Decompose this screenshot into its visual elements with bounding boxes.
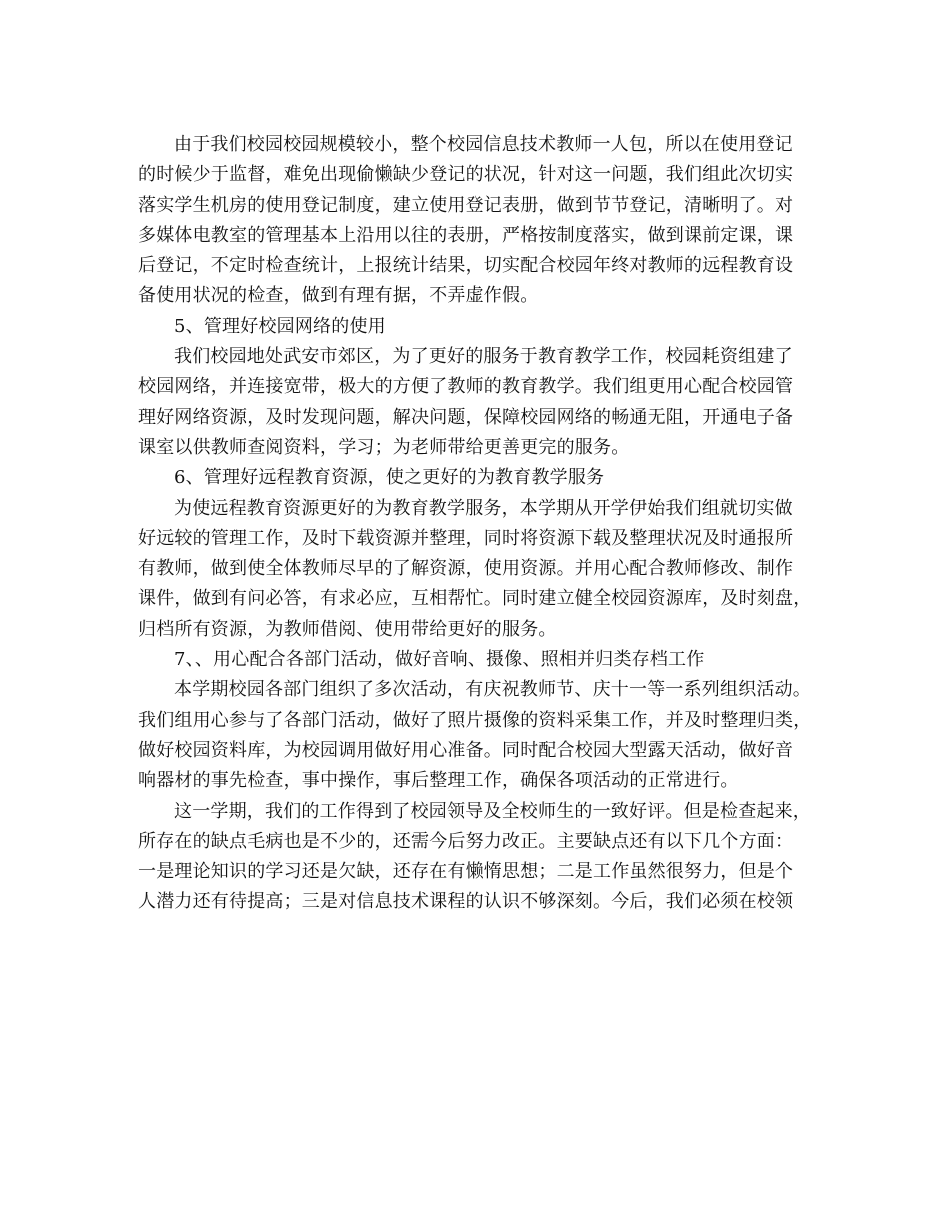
text-line: 有教师，做到使全体教师尽早的了解资源，使用资源。并用心配合教师修改、制作 bbox=[138, 558, 794, 580]
text-line: 我们校园地处武安市郊区，为了更好的服务于教育教学工作，校园耗资组建了 bbox=[174, 346, 793, 368]
text-line: 6、管理好远程教育资源，使之更好的为教育教学服务 bbox=[174, 467, 605, 489]
text-line: 课件，做到有问必答，有求必应，互相帮忙。同时建立健全校园资源库，及时刻盘， bbox=[138, 588, 812, 610]
text-line: 为使远程教育资源更好的为教育教学服务，本学期从开学伊始我们组就切实做 bbox=[174, 497, 793, 519]
text-line: 一是理论知识的学习还是欠缺，还存在有懒惰思想；二是工作虽然很努力，但是个 bbox=[138, 861, 794, 883]
text-line: 这一学期，我们的工作得到了校园领导及全校师生的一致好评。但是检查起来， bbox=[174, 800, 811, 822]
text-line: 7、、用心配合各部门活动，做好音响、摄像、照相并归类存档工作 bbox=[174, 649, 705, 671]
text-line: 归档所有资源，为教师借阅、使用带给更好的服务。 bbox=[138, 618, 557, 640]
text-line: 的时候少于监督，难免出现偷懒缺少登记的状况，针对这一问题，我们组此次切实 bbox=[138, 164, 794, 186]
text-line: 后登记，不定时检查统计，上报统计结果，切实配合校园年终对教师的远程教育设 bbox=[138, 255, 794, 277]
text-line: 落实学生机房的使用登记制度，建立使用登记表册，做到节节登记，清晰明了。对 bbox=[138, 194, 794, 216]
text-line: 备使用状况的检查，做到有理有据，不弄虚作假。 bbox=[138, 285, 539, 307]
text-line: 所存在的缺点毛病也是不少的，还需今后努力改正。主要缺点还有以下几个方面： bbox=[138, 830, 794, 852]
text-line: 响器材的事先检查，事中操作，事后整理工作，确保各项活动的正常进行。 bbox=[138, 770, 739, 792]
text-line: 人潜力还有待提高；三是对信息技术课程的认识不够深刻。今后，我们必须在校领 bbox=[138, 891, 794, 913]
text-line: 校园网络，并连接宽带，极大的方便了教师的教育教学。我们组更用心配合校园管 bbox=[138, 376, 794, 398]
text-line: 我们组用心参与了各部门活动，做好了照片摄像的资料采集工作，并及时整理归类， bbox=[138, 709, 812, 731]
text-line: 做好校园资料库，为校园调用做好用心准备。同时配合校园大型露天活动，做好音 bbox=[138, 739, 794, 761]
text-line: 课室以供教师查阅资料，学习；为老师带给更善更完的服务。 bbox=[138, 436, 630, 458]
text-line: 本学期校园各部门组织了多次活动，有庆祝教师节、庆十一等一系列组织活动。 bbox=[174, 679, 811, 701]
text-line: 好远较的管理工作，及时下载资源并整理，同时将资源下载及整理状况及时通报所 bbox=[138, 527, 794, 549]
text-line: 5、管理好校园网络的使用 bbox=[174, 315, 386, 337]
document-page bbox=[138, 130, 810, 918]
text-line: 由于我们校园校园规模较小，整个校园信息技术教师一人包，所以在使用登记 bbox=[174, 134, 793, 155]
text-line: 理好网络资源，及时发现问题，解决问题，保障校园网络的畅通无阻，开通电子备 bbox=[138, 406, 794, 428]
text-line: 多媒体电教室的管理基本上沿用以往的表册，严格按制度落实，做到课前定课，课 bbox=[138, 224, 794, 246]
